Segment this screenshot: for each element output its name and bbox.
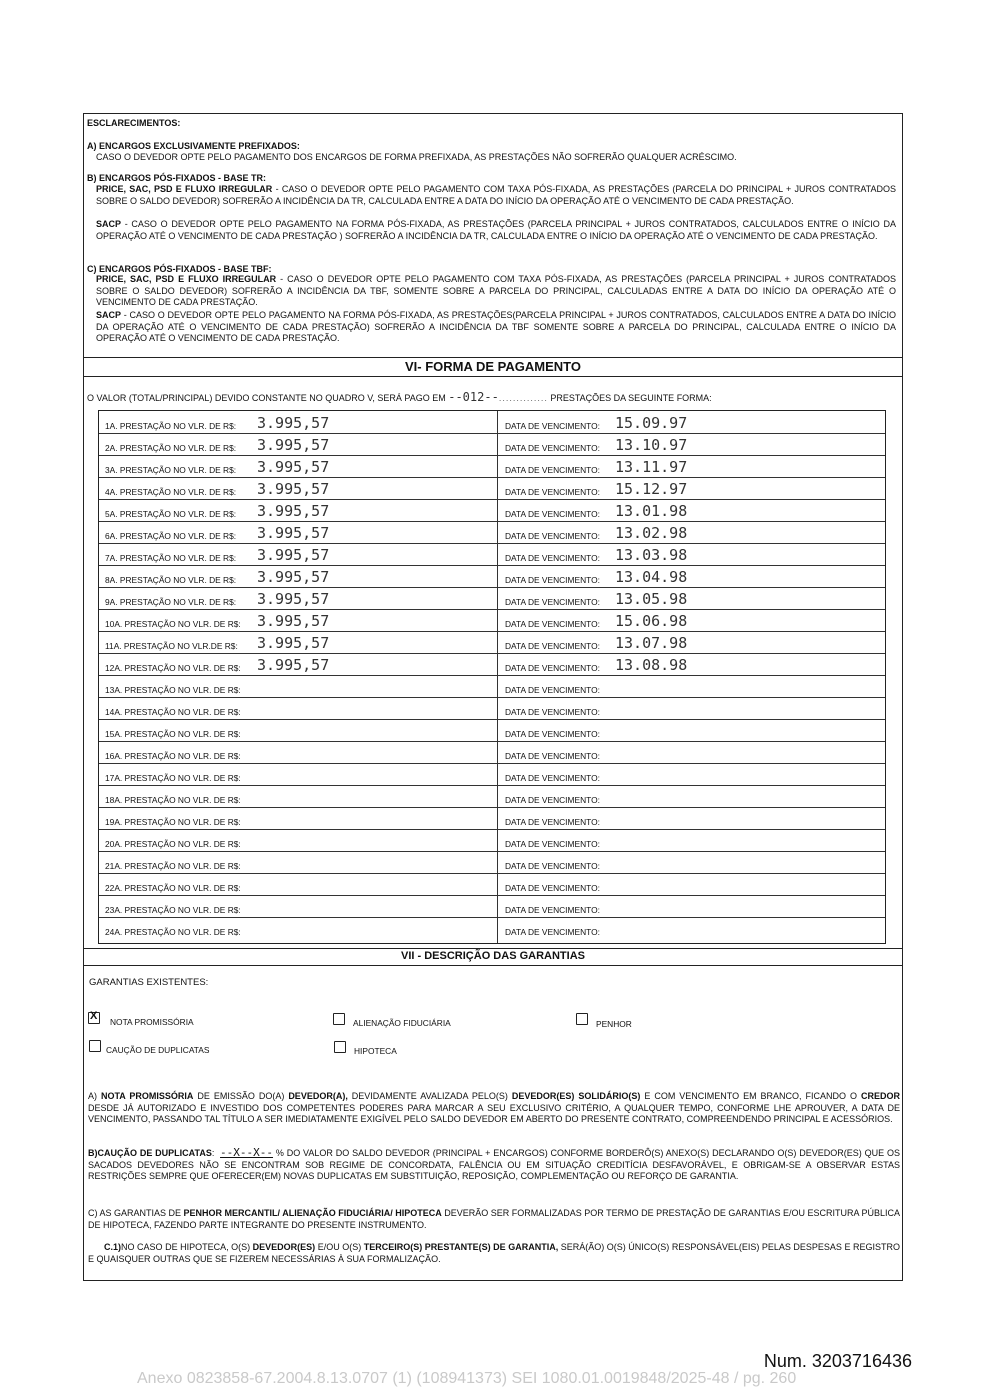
installment-label: 11A. PRESTAÇÃO NO VLR.DE R$: [105, 641, 238, 651]
installment-value[interactable]: 3.995,57 [257, 524, 330, 542]
installment-label: 16A. PRESTAÇÃO NO VLR. DE R$: [105, 751, 241, 761]
installment-label: 13A. PRESTAÇÃO NO VLR. DE R$: [105, 685, 241, 695]
dotted-leader: .............. [498, 393, 548, 403]
section-b-sacp-paragraph [96, 219, 896, 242]
due-date-label: DATA DE VENCIMENTO: [505, 773, 600, 783]
installment-label: 21A. PRESTAÇÃO NO VLR. DE R$: [105, 861, 241, 871]
checkbox-nota-promissoria[interactable] [88, 1012, 100, 1024]
installment-label: 15A. PRESTAÇÃO NO VLR. DE R$: [105, 729, 241, 739]
installments-count: --012-- [448, 390, 499, 404]
installment-label: 6A. PRESTAÇÃO NO VLR. DE R$: [105, 531, 237, 541]
due-date-label: DATA DE VENCIMENTO: [505, 839, 600, 849]
section-c-price-text: - CASO O DEVEDOR OPTE PELO PAGAMENTO COM TAXA PÓS-FIXADA, AS PRESTAÇÕES (PARCELA PRINCIPAL + JUROS CONTRATADOS SOBRE O SALDO DEVEDOR) SOFRERÃO A INCIDÊNCIA DA TBF, SOMENTE SOBRE A PARCELA DO PRINCIPAL, CALCULADAS ENTRE A DATA DO INÍCIO DA OPERAÇÃO ATÉ O VENCIMENTO DE CADA PRESTAÇÃO. [96, 274, 896, 308]
garantia-b-fill: --X--X-- [220, 1146, 274, 1159]
due-date-label: DATA DE VENCIMENTO: [505, 707, 600, 717]
installment-row [99, 653, 885, 676]
installment-row [99, 521, 885, 544]
due-date-value[interactable]: 13.03.98 [615, 546, 688, 564]
due-date-label: DATA DE VENCIMENTO: [505, 751, 600, 761]
due-date-value[interactable]: 13.01.98 [615, 502, 688, 520]
installment-row [99, 455, 885, 478]
installment-row [99, 433, 885, 456]
section-b-price-text: - CASO O DEVEDOR OPTE PELO PAGAMENTO COM TAXA PÓS-FIXADA, AS PRESTAÇÕES (PARCELA DO PRINCIPAL + JUROS CONTRATADOS SOBRE O SALDO DEVEDOR) SOFRERÃO A INCIDÊNCIA DA TR, CALCULADA ENTRE A DATA DO INÍCIO DA OPERAÇÃO ATÉ O VENCIMENTO DE CADA PRESTAÇÃO. [96, 184, 896, 206]
section-b-title: B) ENCARGOS PÓS-FIXADOS - BASE TR: [87, 173, 267, 183]
installment-row [99, 895, 885, 918]
section-c-price-paragraph [96, 274, 896, 309]
installment-row [99, 697, 885, 720]
due-date-value[interactable]: 15.09.97 [615, 414, 688, 432]
due-date-label: DATA DE VENCIMENTO: [505, 861, 600, 871]
due-date-label: DATA DE VENCIMENTO: [505, 927, 600, 937]
installment-label: 22A. PRESTAÇÃO NO VLR. DE R$: [105, 883, 241, 893]
garantia-b-paragraph: B)CAUÇÃO DE DUPLICATAS: --X--X-- % DO VALOR DO SALDO DEVEDOR (PRINCIPAL + ENCARGOS) CONFORME BORDERÔ(S) ANEXO(S) DECLARANDO O(S) DEVEDOR(ES) QUE OS SACADOS DEVEDORES NÃO SE ENCONTRAM SOB REGIME DE CONCORDATA, FALÊNCIA OU EM SITUAÇÃO CREDITÍCIA DESFAVORÁVEL, E OBRIGAM-SE A OBSERVAR ESTAS RESTRIÇÕES SEMPRE QUE OFERECER(EM) NOVAS DUPLICATAS EM SUBSTITUIÇÃO, REPOSIÇÃO, COMPLEMENTAÇÃO OU REFORÇO DE GARANTIA. [88, 1146, 900, 1182]
section-c-price-bold: PRICE, SAC, PSD E FLUXO IRREGULAR [96, 274, 277, 284]
due-date-label: DATA DE VENCIMENTO: [505, 817, 600, 827]
due-date-value[interactable]: 13.05.98 [615, 590, 688, 608]
installment-row [99, 499, 885, 522]
checkbox-alienacao-fiduciaria[interactable] [333, 1013, 345, 1025]
installment-value[interactable]: 3.995,57 [257, 502, 330, 520]
section-c-sacp-bold: SACP [96, 310, 122, 320]
installment-row [99, 763, 885, 786]
due-date-label: DATA DE VENCIMENTO: [505, 465, 600, 475]
installment-label: 17A. PRESTAÇÃO NO VLR. DE R$: [105, 773, 241, 783]
section-b-sacp-text: - CASO O DEVEDOR OPTE PELO PAGAMENTO NA FORMA PÓS-FIXADA, AS PRESTAÇÕES (PARCELA PRINCIPAL + JUROS CONTRATADOS, CALCULADOS ENTRE O INÍCIO DA OPERAÇÃO ATÉ O VENCIMENTO DE CADA PRESTAÇÃO ) SOFRERÃO A INCIDÊNCIA DA TR, CALCULADA ENTRE O INÍCIO DA OPERAÇÃO ATÉ O VENCIMENTO DE CADA PRESTAÇÃO. [96, 219, 896, 241]
due-date-label: DATA DE VENCIMENTO: [505, 619, 600, 629]
installments-table [98, 410, 886, 944]
installment-value[interactable]: 3.995,57 [257, 546, 330, 564]
document-number: Num. 3203716436 [763, 1351, 912, 1371]
installment-label: 12A. PRESTAÇÃO NO VLR. DE R$: [105, 663, 241, 673]
installment-row [99, 543, 885, 566]
installment-label: 19A. PRESTAÇÃO NO VLR. DE R$: [105, 817, 241, 827]
installment-value[interactable]: 3.995,57 [257, 590, 330, 608]
pagamento-title: VI- FORMA DE PAGAMENTO [405, 359, 581, 374]
installment-row [99, 851, 885, 874]
installment-label: 5A. PRESTAÇÃO NO VLR. DE R$: [105, 509, 237, 519]
garantia-c1-paragraph: C.1)NO CASO DE HIPOTECA, O(S) DEVEDOR(ES) E/OU O(S) TERCEIRO(S) PRESTANTE(S) DE GARANTIA, SERÁ(ÃO) O(S) ÚNICO(S) RESPONSÁVEL(EIS) PELAS DESPESAS E REGISTRO E QUAISQUER OUTRAS QUE SE FIZEREM NECESSÁRIAS À SUA FORMALIZAÇÃO. [88, 1242, 900, 1264]
pagamento-intro [87, 391, 712, 404]
installment-row [99, 411, 885, 434]
installment-value[interactable]: 3.995,57 [257, 436, 330, 454]
due-date-label: DATA DE VENCIMENTO: [505, 487, 600, 497]
checkbox-caucao-duplicatas[interactable] [89, 1040, 101, 1052]
section-b-price-paragraph [96, 184, 896, 207]
section-b-sacp-bold: SACP [96, 219, 122, 229]
installment-value[interactable]: 3.995,57 [257, 480, 330, 498]
due-date-label: DATA DE VENCIMENTO: [505, 509, 600, 519]
due-date-label: DATA DE VENCIMENTO: [505, 553, 600, 563]
pagamento-intro-after: PRESTAÇÕES DA SEGUINTE FORMA: [547, 393, 712, 403]
installment-label: 23A. PRESTAÇÃO NO VLR. DE R$: [105, 905, 241, 915]
installment-label: 4A. PRESTAÇÃO NO VLR. DE R$: [105, 487, 237, 497]
installment-label: 8A. PRESTAÇÃO NO VLR. DE R$: [105, 575, 237, 585]
installment-row [99, 631, 885, 654]
installment-value[interactable]: 3.995,57 [257, 656, 330, 674]
garantia-b-text: % DO VALOR DO SALDO DEVEDOR (PRINCIPAL + ENCARGOS) CONFORME BORDERÔ(S) ANEXO(S) DECLARANDO O(S) DEVEDOR(ES) QUE OS SACADOS DEVEDORES NÃO SE ENCONTRAM SOB REGIME DE CONCORDATA, FALÊNCIA OU EM SITUAÇÃO CREDITÍCIA DESFAVORÁVEL, E OBRIGAM-SE A OBSERVAR ESTAS RESTRIÇÕES SEMPRE QUE OFERECER(EM) NOVAS DUPLICATAS EM SUBSTITUIÇÃO, REPOSIÇÃO, COMPLEMENTAÇÃO OU REFORÇO DE GARANTIA. [88, 1148, 900, 1182]
due-date-value[interactable]: 13.10.97 [615, 436, 688, 454]
installment-label: 14A. PRESTAÇÃO NO VLR. DE R$: [105, 707, 241, 717]
installment-row [99, 785, 885, 808]
section-a-text: CASO O DEVEDOR OPTE PELO PAGAMENTO DOS ENCARGOS DE FORMA PREFIXADA, AS PRESTAÇÕES NÃO SOFRERÃO QUALQUER ACRÉSCIMO. [96, 152, 737, 162]
due-date-label: DATA DE VENCIMENTO: [505, 575, 600, 585]
installment-label: 7A. PRESTAÇÃO NO VLR. DE R$: [105, 553, 237, 563]
label-hipoteca: HIPOTECA [354, 1046, 397, 1056]
due-date-value[interactable]: 13.02.98 [615, 524, 688, 542]
due-date-label: DATA DE VENCIMENTO: [505, 795, 600, 805]
installment-row [99, 829, 885, 852]
due-date-value[interactable]: 15.06.98 [615, 612, 688, 630]
due-date-label: DATA DE VENCIMENTO: [505, 421, 600, 431]
label-alienacao-fiduciaria: ALIENAÇÃO FIDUCIÁRIA [353, 1018, 451, 1028]
installment-label: 3A. PRESTAÇÃO NO VLR. DE R$: [105, 465, 237, 475]
garantia-b-label: B)CAUÇÃO DE DUPLICATAS [88, 1148, 212, 1158]
installment-value[interactable]: 3.995,57 [257, 634, 330, 652]
installment-row [99, 675, 885, 698]
label-caucao-duplicatas: CAUÇÃO DE DUPLICATAS [106, 1045, 210, 1055]
garantia-a-paragraph: A) NOTA PROMISSÓRIA DE EMISSÃO DO(A) DEVEDOR(A), DEVIDAMENTE AVALIZADA PELO(S) DEVEDOR(ES) SOLIDÁRIO(S) E COM VENCIMENTO EM BRANCO, FICANDO O CREDOR DESDE JÁ AUTORIZADO E INVESTIDO DOS COMPETENTES PODERES PARA MARCAR A SEU EXCLUSIVO CRITÉRIO, A QUALQUER TEMPO, CONFORME LHE APROUVER, A DATA DE VENCIMENTO, PASSANDO TAL TÍTULO A SER IMEDIATAMENTE EXIGÍVEL PELO SALDO DEVEDOR EM ABERTO DO PRESENTE CONTRATO, COMPREENDENDO PRINCIPAL E ACESSÓRIOS. [88, 1091, 900, 1125]
due-date-value[interactable]: 15.12.97 [615, 480, 688, 498]
installment-row [99, 807, 885, 830]
due-date-value[interactable]: 13.08.98 [615, 656, 688, 674]
section-a-title: A) ENCARGOS EXCLUSIVAMENTE PREFIXADOS: [87, 141, 300, 151]
section-c-sacp-text: - CASO O DEVEDOR OPTE PELO PAGAMENTO NA FORMA PÓS-FIXADA, AS PRESTAÇÕES(PARCELA PRINCIPAL + JUROS CONTRATADOS, CALCULADOS ENTRE A DATA DO INÍCIO DA OPERAÇÃO ATÉ O VENCIMENTO DE CADA PRESTAÇÃO) SOFRERÃO A INCIDÊNCIA DA TBF SOMENTE SOBRE A PARCELA DO PRINCIPAL, CALCULADA ENTRE O INÍCIO DA OPERAÇÃO ATÉ O VENCIMENTO DE CADA PRESTAÇÃO. [96, 310, 896, 344]
installment-row [99, 587, 885, 610]
due-date-label: DATA DE VENCIMENTO: [505, 597, 600, 607]
installment-value[interactable]: 3.995,57 [257, 568, 330, 586]
installment-value[interactable]: 3.995,57 [257, 612, 330, 630]
divider-pagamento-bottom [84, 376, 902, 377]
due-date-label: DATA DE VENCIMENTO: [505, 883, 600, 893]
section-b-price-bold: PRICE, SAC, PSD E FLUXO IRREGULAR [96, 184, 273, 194]
pagamento-intro-before: O VALOR (TOTAL/PRINCIPAL) DEVIDO CONSTANTE NO QUADRO V, SERÁ PAGO EM [87, 393, 449, 403]
due-date-label: DATA DE VENCIMENTO: [505, 729, 600, 739]
checkbox-hipoteca[interactable] [334, 1041, 346, 1053]
installment-row [99, 873, 885, 896]
due-date-label: DATA DE VENCIMENTO: [505, 531, 600, 541]
installment-row [99, 741, 885, 764]
installment-row [99, 917, 885, 939]
due-date-label: DATA DE VENCIMENTO: [505, 443, 600, 453]
checkbox-penhor[interactable] [576, 1013, 588, 1025]
garantias-existentes-label: GARANTIAS EXISTENTES: [89, 977, 209, 988]
installment-row [99, 477, 885, 500]
divider-garantias-bottom [84, 965, 902, 966]
garantia-c-paragraph: C) AS GARANTIAS DE PENHOR MERCANTIL/ ALIENAÇÃO FIDUCIÁRIA/ HIPOTECA DEVERÃO SER FORMALIZADAS POR TERMO DE PRESTAÇÃO DE GARANTIAS E/OU ESCRITURA PÚBLICA DE HIPOTECA, FAZENDO PARTE INTEGRANTE DO PRESENTE INSTRUMENTO. [88, 1208, 900, 1230]
installment-row [99, 565, 885, 588]
installment-label: 2A. PRESTAÇÃO NO VLR. DE R$: [105, 443, 237, 453]
due-date-label: DATA DE VENCIMENTO: [505, 685, 600, 695]
installment-label: 9A. PRESTAÇÃO NO VLR. DE R$: [105, 597, 237, 607]
due-date-label: DATA DE VENCIMENTO: [505, 663, 600, 673]
installment-label: 18A. PRESTAÇÃO NO VLR. DE R$: [105, 795, 241, 805]
installment-value[interactable]: 3.995,57 [257, 414, 330, 432]
due-date-value[interactable]: 13.04.98 [615, 568, 688, 586]
due-date-label: DATA DE VENCIMENTO: [505, 905, 600, 915]
installment-row [99, 719, 885, 742]
divider-garantias-top [84, 948, 902, 949]
contract-form-frame [83, 113, 903, 1281]
installment-label: 20A. PRESTAÇÃO NO VLR. DE R$: [105, 839, 241, 849]
installment-label: 10A. PRESTAÇÃO NO VLR. DE R$: [105, 619, 241, 629]
installment-label: 1A. PRESTAÇÃO NO VLR. DE R$: [105, 421, 237, 431]
due-date-value[interactable]: 13.07.98 [615, 634, 688, 652]
installment-label: 24A. PRESTAÇÃO NO VLR. DE R$: [105, 927, 241, 937]
due-date-label: DATA DE VENCIMENTO: [505, 641, 600, 651]
installment-row [99, 609, 885, 632]
annex-watermark: Anexo 0823858-67.2004.8.13.0707 (1) (108941373) SEI 1080.01.0019848/2025-48 / pg. 260 [137, 1370, 797, 1387]
due-date-value[interactable]: 13.11.97 [615, 458, 688, 476]
label-penhor: PENHOR [596, 1019, 632, 1029]
label-nota-promissoria: NOTA PROMISSÓRIA [110, 1017, 194, 1027]
garantias-title: VII - DESCRIÇÃO DAS GARANTIAS [401, 950, 585, 962]
esclarecimentos-title: ESCLARECIMENTOS: [87, 118, 181, 128]
section-c-title: C) ENCARGOS PÓS-FIXADOS - BASE TBF: [87, 264, 272, 274]
installment-value[interactable]: 3.995,57 [257, 458, 330, 476]
divider-pagamento-top [84, 357, 902, 358]
section-c-sacp-paragraph [96, 310, 896, 345]
